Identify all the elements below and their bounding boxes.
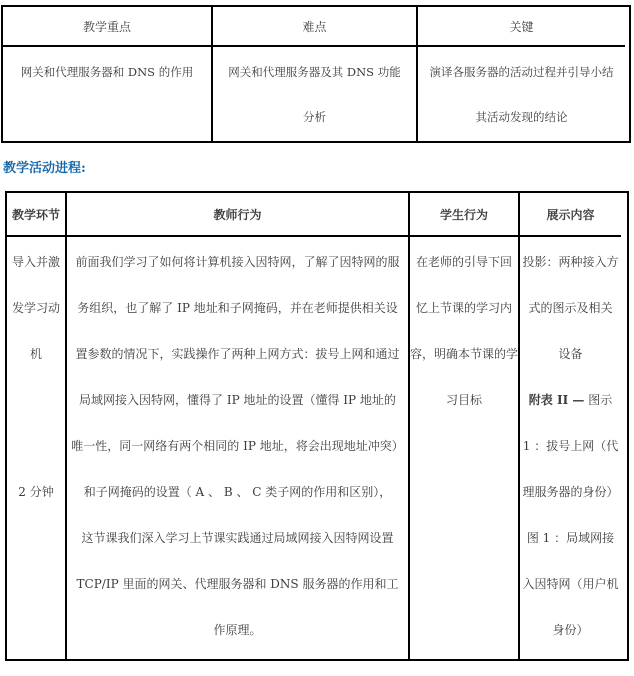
text-line: 这节课我们深入学习上节课实践通过局域网接入因特网设置 — [81, 531, 394, 545]
text-line: 作原理。 — [213, 623, 262, 637]
text-line: 和子网掩码的设置（ A 、 B 、 C 类子网的作用和区别）， — [83, 485, 392, 499]
summary-cell-focus — [3, 47, 211, 141]
text-line: 设备 — [558, 347, 583, 361]
summary-table — [1, 5, 631, 143]
summary-cell-difficulty — [211, 47, 416, 141]
text-line: 网关和代理服务器和 DNS 的作用 — [20, 65, 194, 79]
text-line: 机 — [29, 347, 42, 361]
activity-header-stage: 教学环节 — [7, 193, 65, 237]
text-line: 分析 — [303, 110, 326, 124]
text-line: 忆上节课的学习内 — [415, 301, 512, 315]
text-line: 演译各服务器的活动过程并引导小结 — [429, 65, 614, 79]
text-line: 前面我们学习了如何将计算机接入因特网，了解了因特网的服 — [75, 255, 400, 269]
text-line: 1 ：拔号上网（代 — [522, 439, 619, 453]
text-line: 图 1 ：局域网接 — [526, 531, 615, 545]
text-line: 务组织，也了解了 IP 地址和子网掩码，并在老师提供相关设 — [77, 301, 398, 315]
summary-header-difficulty: 难点 — [211, 7, 416, 47]
text-line: 2 分钟 — [18, 485, 54, 499]
text-line: 容，明确本节课的学 — [410, 347, 518, 361]
text-line: 理服务器的身份） — [522, 485, 619, 499]
text-line: 在老师的引导下回 — [415, 255, 512, 269]
text-line — [7, 423, 65, 469]
text-line: 附表 II — 图示 — [528, 393, 613, 407]
section-title: 教学活动进程: — [3, 161, 86, 176]
activity-header-teacher: 教师行为 — [65, 193, 408, 237]
text-line: 习目标 — [445, 393, 482, 407]
summary-header-key: 关键 — [416, 7, 625, 47]
text-line: 置参数的情况下，实践操作了两种上网方式：拔号上网和通过 — [75, 347, 400, 361]
text-line: 导入并激 — [11, 255, 60, 269]
activity-table — [5, 191, 629, 661]
activity-cell-teacher — [65, 237, 408, 659]
text-line: 其活动发现的结论 — [475, 110, 568, 124]
activity-header-student: 学生行为 — [408, 193, 518, 237]
text-line: 局域网接入因特网，懂得了 IP 地址的设置（懂得 IP 地址的 — [79, 393, 396, 407]
summary-cell-key — [416, 47, 625, 141]
text-line: 投影：两种接入方 — [522, 255, 619, 269]
text-line: 式的图示及相关 — [528, 301, 613, 315]
text-line: 身份） — [552, 623, 589, 637]
text-line: TCP/IP 里面的网关、代理服务器和 DNS 服务器的作用和工 — [76, 577, 399, 591]
summary-header-focus: 教学重点 — [3, 7, 211, 47]
text-line: 发学习动 — [11, 301, 60, 315]
activity-cell-display — [518, 237, 621, 659]
activity-header-display: 展示内容 — [518, 193, 621, 237]
text-line: 唯一性，同一网络有两个相同的 IP 地址，将会出现地址冲突） — [71, 439, 404, 453]
text-line: 网关和代理服务器及其 DNS 功能 — [228, 65, 401, 79]
document-page — [0, 5, 634, 676]
text-line — [7, 377, 65, 423]
activity-cell-student — [408, 237, 518, 659]
text-line: 入因特网（用户机 — [522, 577, 619, 591]
activity-cell-stage — [7, 237, 65, 659]
